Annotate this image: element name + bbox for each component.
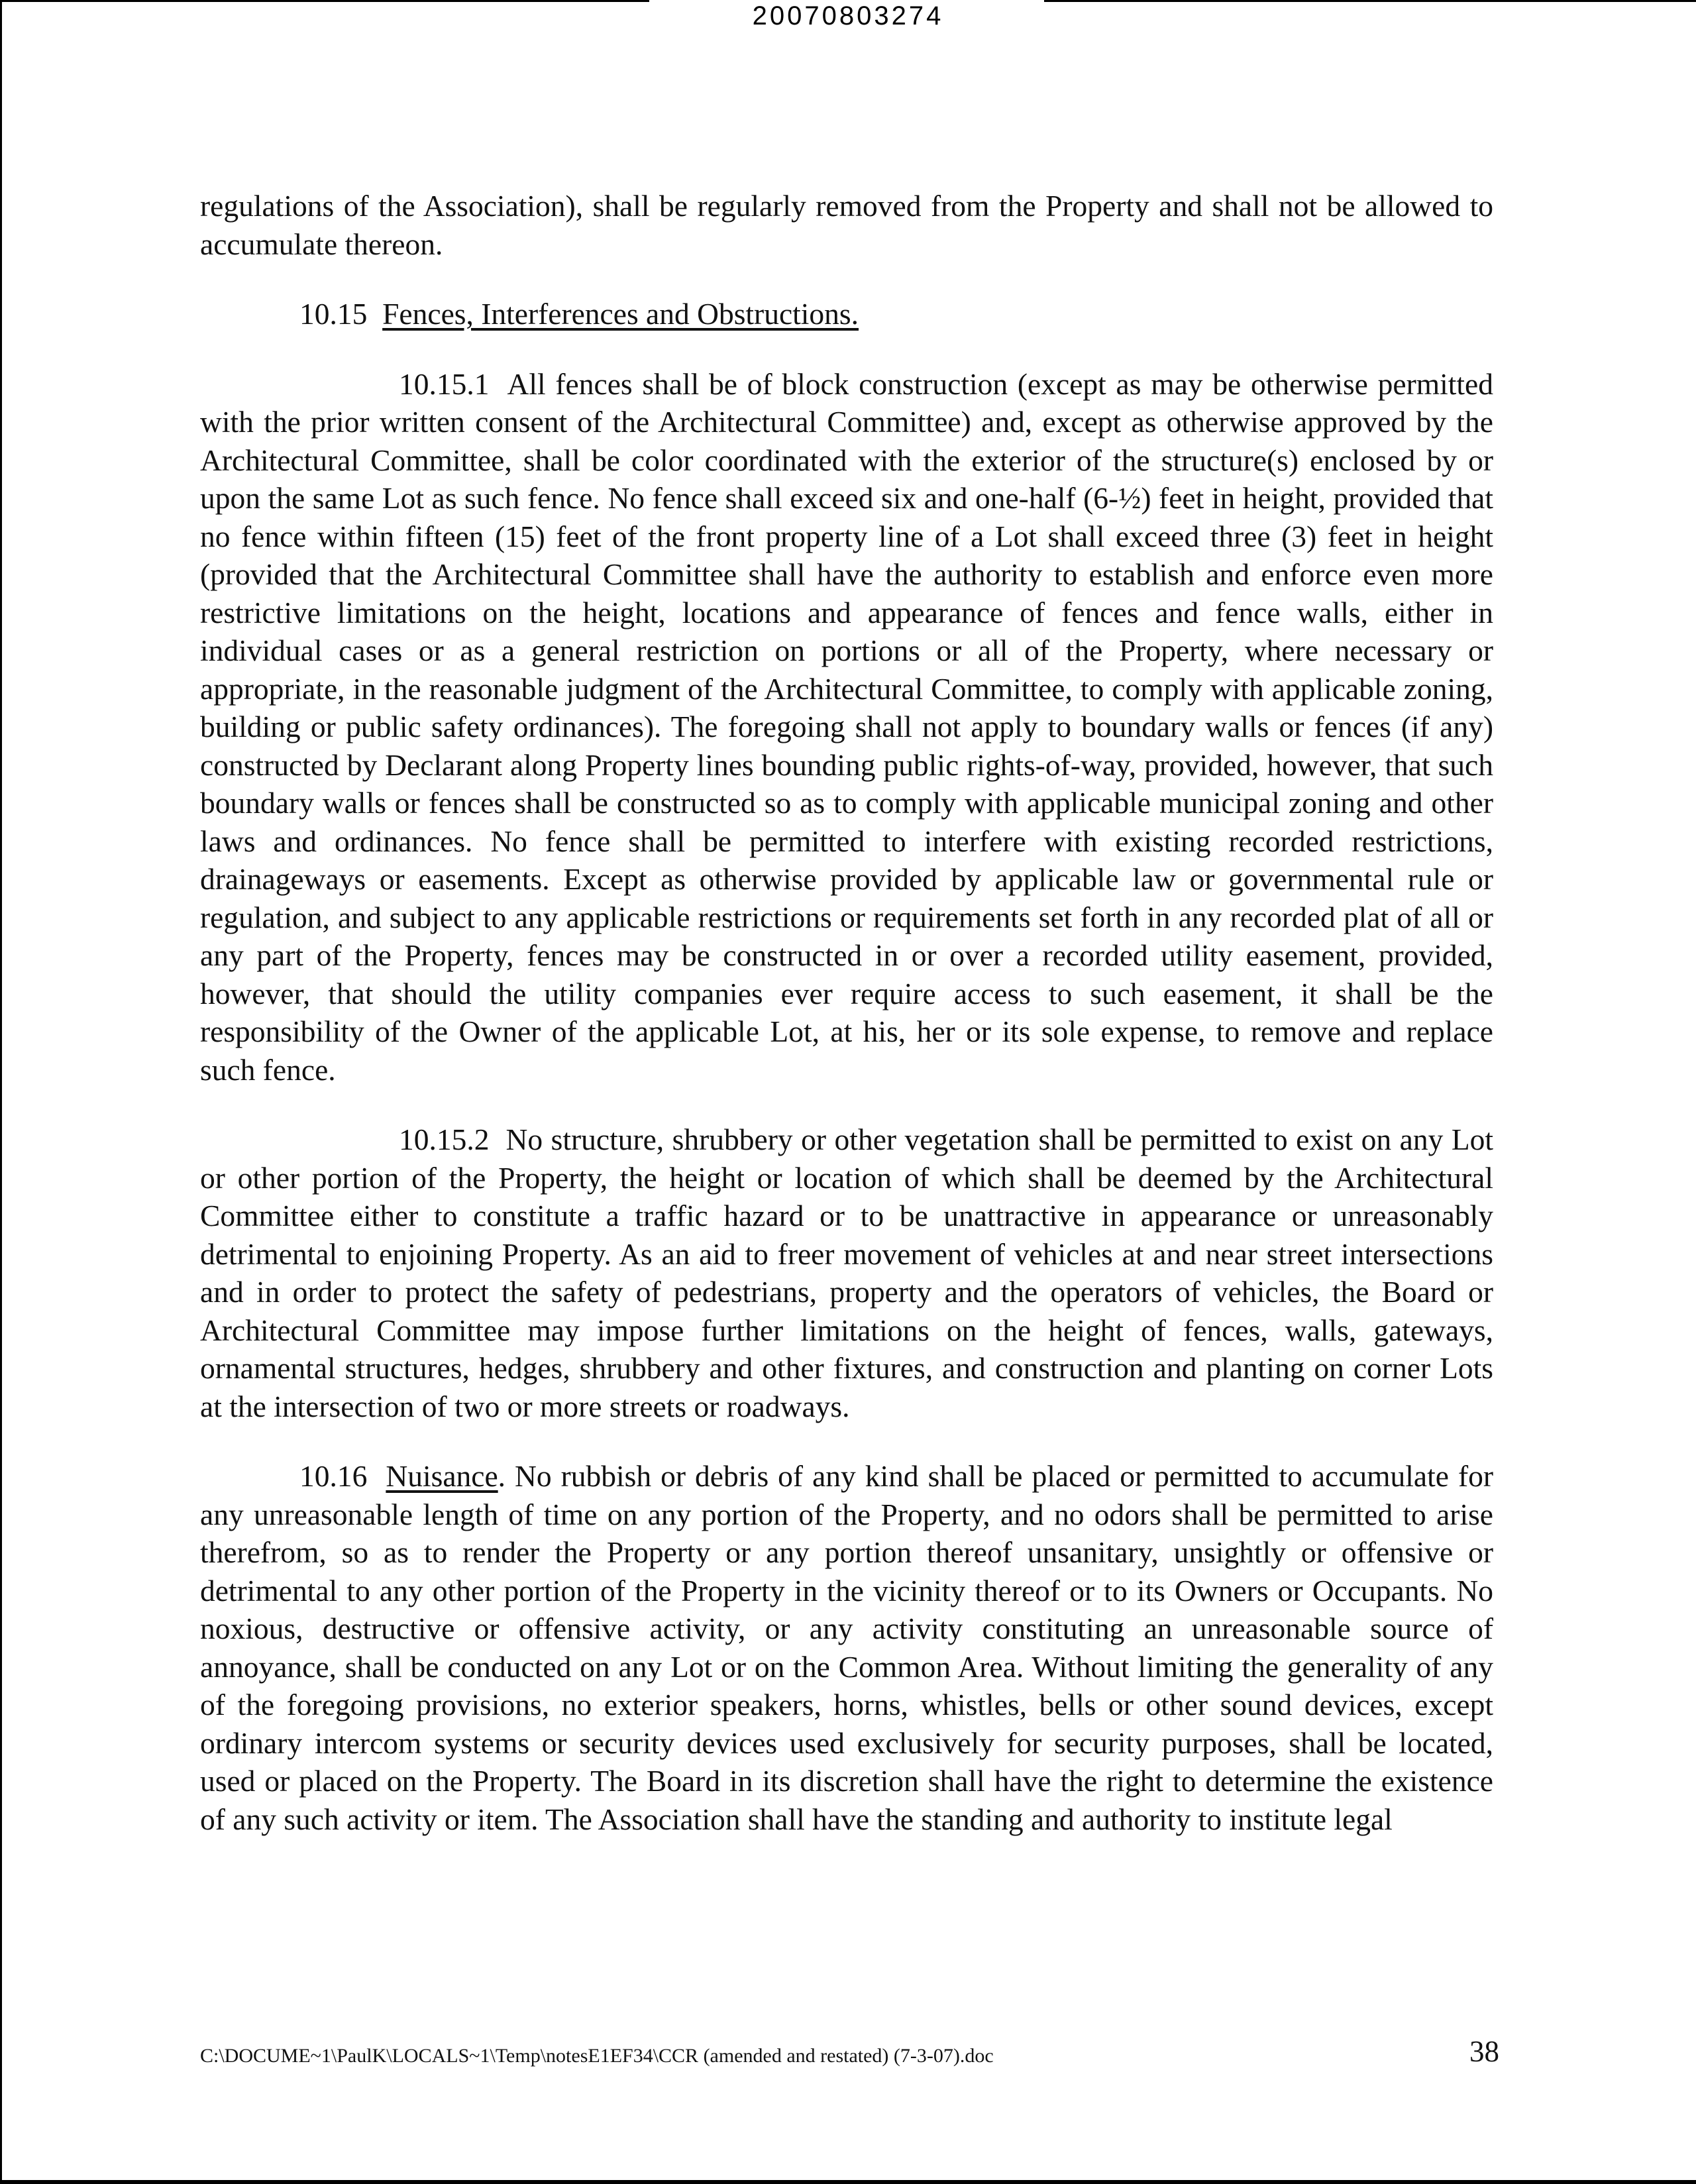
document-body — [200, 187, 1493, 1838]
recording-number: 20070803274 — [752, 1, 944, 30]
section-number: 10.15 — [299, 297, 368, 331]
section-number: 10.16 — [299, 1459, 368, 1493]
paragraph-continued: regulations of the Association), shall be regularly removed from the Property and shall not be allowed to accumulate thereon. — [200, 189, 1493, 261]
section-number: 10.15.2 — [399, 1122, 490, 1156]
section-text: No structure, shrubbery or other vegetation shall be permitted to exist on any Lot or other portion of the Property, the height or location of which shall be deemed by the Architectural Committee either to constitute a traffic hazard or to be unattractive in appearance or unreasonably detrimental to enjoining Property. As an aid to freer movement of vehicles at and near street intersections and in order to protect the safety of pedestrians, property and the operators of vehicles, the Board or Architectural Committee may impose further limitations on the height of fences, walls, gateways, ornamental structures, hedges, shrubbery and other fixtures, and construction and planting on corner Lots at the intersection of two or more streets or roadways. — [200, 1122, 1494, 1423]
section-10-15-1 — [200, 365, 1493, 1089]
section-title: Fences, Interferences and Obstructions. — [382, 297, 859, 331]
section-10-15-heading — [200, 295, 1493, 333]
section-text: . No rubbish or debris of any kind shall be placed or permitted to accumulate for any unreasonable length of time on any portion of the Property, and no odors shall be permitted to arise therefrom, so as to render the Property or any portion thereof unsanitary, unsightly or offensive or detrimental to any other portion of the Property in the vicinity thereof or to its Owners or Occupants. No noxious, destructive or offensive activity, or any activity constituting an unreasonable source of annoyance, shall be conducted on any Lot or on the Common Area. Without limiting the generality of any of the foregoing provisions, no exterior speakers, horns, whistles, bells or other sound devices, except ordinary intercom systems or security devices used exclusively for security purposes, shall be located, used or placed on the Property. The Board in its discretion shall have the right to determine the existence of any such activity or item. The Association shall have the standing and authority to institute legal — [200, 1459, 1494, 1836]
page-border-bottom — [0, 2180, 1696, 2184]
section-10-16 — [200, 1457, 1493, 1838]
footer-file-path: C:\DOCUME~1\PaulK\LOCALS~1\Temp\notesE1EF34\CCR (amended and restated) (7-3-07).doc — [200, 2045, 994, 2067]
section-number: 10.15.1 — [399, 366, 490, 401]
section-title: Nuisance — [386, 1459, 498, 1493]
section-text: All fences shall be of block construction (except as may be otherwise permitted with the prior written consent of the Architectural Committee) and, except as otherwise approved by the Architectural Committee, shall be color coordinated with the exterior of the structure(s) enclosed by or upon the same Lot as such fence. No fence shall exceed six and one-half (6-½) feet in height, provided that no fence within fifteen (15) feet of the front property line of a Lot shall exceed three (3) feet in height (provided that the Architectural Committee shall have the authority to establish and enforce even more restrictive limitations on the height, locations and appearance of fences and fence walls, either in individual cases or as a general restriction on portions or all of the Property, where necessary or appropriate, in the reasonable judgment of the Architectural Committee, to comply with applicable zoning, building or public safety ordinances). The foregoing shall not apply to boundary walls or fences (if any) constructed by Declarant along Property lines bounding public rights-of-way, provided, however, that such boundary walls or fences shall be constructed so as to comply with applicable municipal zoning and other laws and ordinances. No fence shall be permitted to interfere with existing recorded restrictions, drainageways or easements. Except as otherwise provided by applicable law or governmental rule or regulation, and subject to any applicable restrictions or requirements set forth in any recorded plat of all or any part of the Property, fences may be constructed in or over a recorded utility easement, provided, however, that should the utility companies ever require access to such easement, it shall be the responsibility of the Owner of the applicable Lot, at his, her or its sole expense, to remove and replace such fence. — [200, 366, 1493, 1087]
page-number: 38 — [1469, 2035, 1499, 2068]
page-border-left — [0, 0, 2, 2184]
section-10-15-2 — [200, 1120, 1493, 1425]
